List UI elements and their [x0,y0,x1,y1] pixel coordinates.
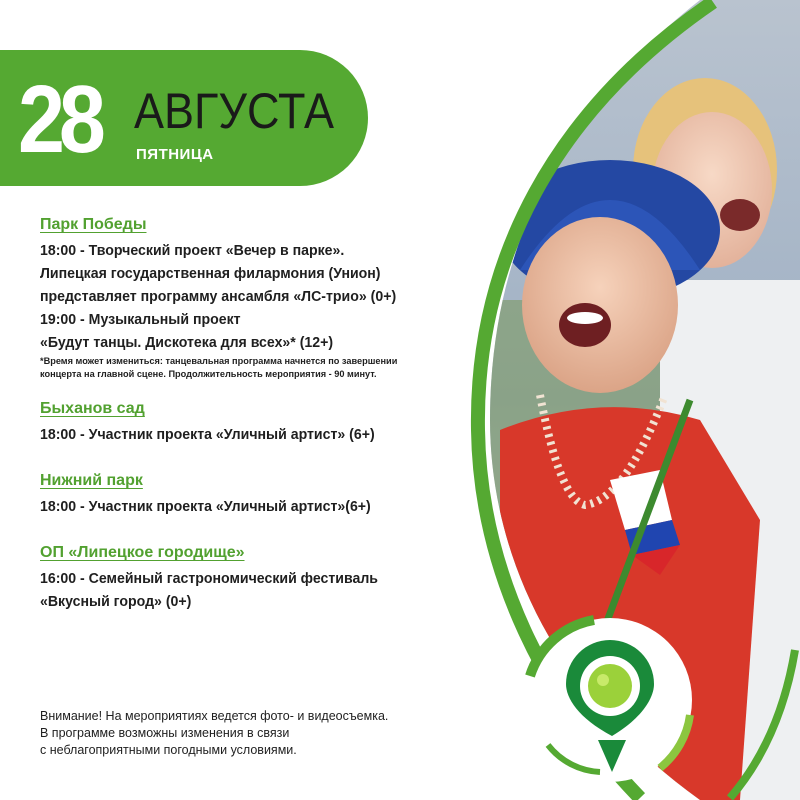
location-pin-logo-icon [528,618,692,782]
event-note: *Время может измениться: танцевальная программа начнется по завершении [40,356,398,366]
footer-notice [40,708,388,759]
footer-line: с неблагоприятными погодными условиями. [40,743,297,757]
venue-block-park-pobedy [40,214,480,380]
event-schedule [40,214,480,631]
event-line: 18:00 - Участник проекта «Уличный артист»(6+) [40,498,371,515]
event-line: «Вкусный город» (0+) [40,593,192,610]
venue-block-lipetskoe-gorodishche [40,542,480,613]
event-line: «Будут танцы. Дискотека для всех»* (12+) [40,334,334,351]
venue-title: Нижний парк [40,472,143,489]
event-line: 19:00 - Музыкальный проект [40,311,241,328]
date-weekday: ПЯТНИЦА [136,146,214,163]
event-line: 16:00 - Семейный гастрономический фестиваль [40,570,378,587]
venue-title: Быханов сад [40,400,145,417]
footer-line: Внимание! На мероприятиях ведется фото- и видеосъемка. [40,709,389,723]
event-line: Липецкая государственная филармония (Унион) [40,265,381,282]
event-line: 18:00 - Участник проекта «Уличный артист» (6+) [40,426,375,443]
event-line: представляет программу ансамбля «ЛС-трио» (0+) [40,288,397,305]
venue-title: Парк Победы [40,216,147,233]
venue-block-bykhanov-sad [40,398,480,446]
footer-line: В программе возможны изменения в связи [40,726,290,740]
venue-title: ОП «Липецкое городище» [40,544,245,561]
venue-block-nizhniy-park [40,470,480,518]
event-line: 18:00 - Творческий проект «Вечер в парке». [40,242,345,259]
event-note: концерта на главной сцене. Продолжительность мероприятия - 90 минут. [40,369,377,379]
date-month: АВГУСТА [134,83,334,139]
date-day: 28 [18,66,100,173]
